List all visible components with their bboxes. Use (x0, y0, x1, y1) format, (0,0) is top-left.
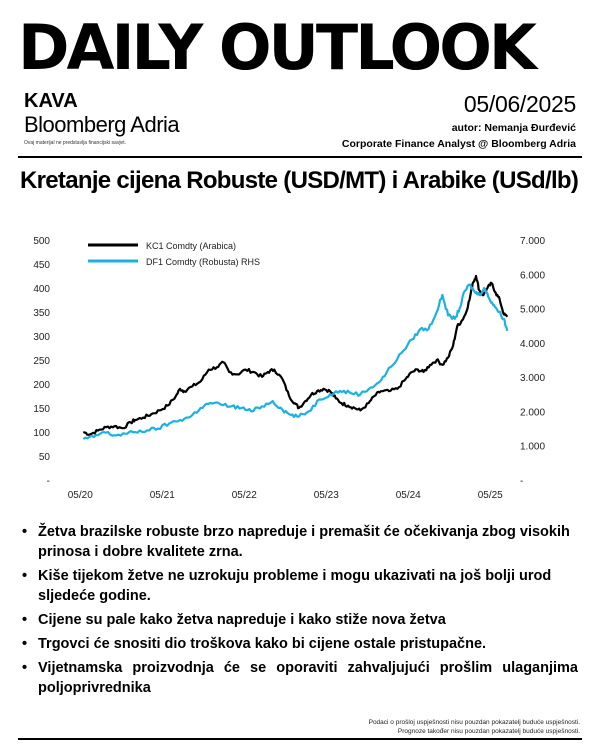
right-tick-label: 1.000 (520, 441, 546, 453)
left-tick-label: 450 (33, 260, 50, 271)
right-axis (520, 236, 545, 487)
section-label: KAVA (24, 90, 78, 112)
bullet-item: • Cijene su pale kako žetva napreduje i kako stiže nova žetva (22, 610, 578, 630)
left-tick-label: 300 (33, 332, 50, 343)
right-tick-label: 5.000 (520, 304, 546, 316)
x-tick-label: 05/25 (477, 490, 503, 501)
left-tick-label: - (46, 476, 50, 487)
right-tick-label: 7.000 (520, 236, 546, 247)
right-tick-label: 4.000 (520, 338, 546, 350)
publish-date: 05/06/2025 (463, 91, 576, 117)
x-tick-label: 05/24 (395, 490, 421, 501)
right-tick-label: 2.000 (520, 407, 546, 419)
x-tick-label: 05/23 (313, 490, 339, 501)
series-lines (83, 276, 507, 439)
bullet-item: • Vijetnamska proizvodnja će se oporaviti zahvaljujući prošlim ulaganjima poljoprivrednika (22, 658, 578, 698)
key-points (22, 522, 578, 702)
right-tick-label: 6.000 (520, 270, 546, 282)
x-tick-label: 05/21 (149, 490, 175, 501)
bullet-item: • Trgovci će snositi dio troškova kako bi cijene ostale pristupačne. (22, 634, 578, 654)
legend-label: DF1 Comdty (Robusta) RHS (146, 257, 261, 267)
x-tick-label: 05/22 (231, 490, 257, 501)
left-tick-label: 400 (33, 284, 50, 295)
brand-logo: Bloomberg Adria (24, 112, 180, 137)
x-tick-label: 05/20 (67, 490, 93, 501)
left-tick-label: 150 (33, 404, 50, 415)
legend-label: KC1 Comdty (Arabica) (146, 241, 237, 251)
author-name: autor: Nemanja Đurđević (451, 122, 576, 134)
masthead-title: DAILY OUTLOOK (18, 11, 534, 84)
right-tick-label: 3.000 (520, 373, 546, 385)
left-tick-label: 500 (33, 236, 50, 247)
chart-legend (88, 241, 260, 267)
author-role: Corporate Finance Analyst @ Bloomberg Adria (341, 138, 576, 150)
bullet-item: • Žetva brazilske robuste brzo napreduje i premašit će očekivanja zbog visokih prinosa i dobre kvalitete zrna. (22, 522, 578, 562)
footnote: Podaci o prošloj uspješnosti nisu pouzdan pokazatelj buduće uspješnosti. (368, 719, 580, 726)
footnote: Prognoze također nisu pouzdan pokazatelj buduće uspješnosti. (397, 728, 580, 735)
price-chart (0, 230, 600, 505)
header-divider (18, 156, 582, 158)
footer-divider (18, 738, 582, 740)
left-tick-label: 350 (33, 308, 50, 319)
left-tick-label: 200 (33, 380, 50, 391)
x-axis (68, 490, 503, 501)
left-tick-label: 250 (33, 356, 50, 367)
right-tick-label: - (520, 476, 524, 487)
header-disclaimer: Ovaj materijal ne predstavlja financijski savjet. (24, 140, 126, 146)
chart-title: Kretanje cijena Robuste (USD/MT) i Arabike (USd/lb) (20, 167, 579, 194)
left-tick-label: 50 (38, 452, 50, 463)
bullet-item: • Kiše tijekom žetve ne uzrokuju probleme i mogu ukazivati na još bolji urod sljedeće godine. (22, 566, 578, 606)
left-axis (33, 236, 50, 487)
left-tick-label: 100 (33, 428, 50, 439)
